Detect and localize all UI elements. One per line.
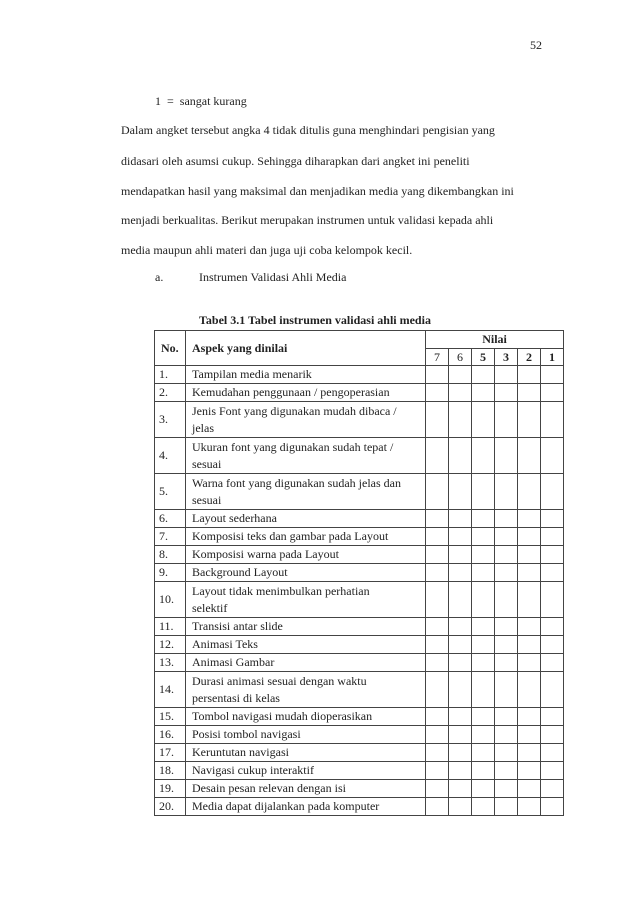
aspect-cell <box>186 636 426 654</box>
score-cell[interactable] <box>472 366 495 384</box>
score-cell[interactable] <box>472 708 495 726</box>
row-number: 10. <box>155 582 186 618</box>
score-cell[interactable] <box>472 726 495 744</box>
aspect-text: Animasi Gambar <box>192 655 275 669</box>
score-cell[interactable] <box>426 798 449 816</box>
paragraph-line: Dalam angket tersebut angka 4 tidak ditulis guna menghindari pengisian yang <box>121 123 495 137</box>
score-cell[interactable] <box>541 384 564 402</box>
aspect-cell <box>186 510 426 528</box>
score-cell[interactable] <box>495 726 518 744</box>
table-row <box>155 780 564 798</box>
aspect-cell <box>186 744 426 762</box>
aspect-cell <box>186 546 426 564</box>
score-cell[interactable] <box>495 744 518 762</box>
aspect-text: Media dapat dijalankan pada komputer <box>192 799 380 813</box>
score-cell[interactable] <box>449 618 472 636</box>
score-cell[interactable] <box>449 402 472 438</box>
score-cell[interactable] <box>518 744 541 762</box>
score-cell[interactable] <box>495 402 518 438</box>
score-cell[interactable] <box>472 672 495 708</box>
row-number: 7. <box>155 528 186 546</box>
score-cell[interactable] <box>518 780 541 798</box>
aspect-text: sesuai <box>192 456 222 471</box>
aspect-text: Posisi tombol navigasi <box>192 727 301 741</box>
score-cell[interactable] <box>518 546 541 564</box>
score-cell[interactable] <box>472 564 495 582</box>
score-header: 7 <box>426 349 449 366</box>
score-cell[interactable] <box>541 474 564 510</box>
score-cell[interactable] <box>518 762 541 780</box>
score-cell[interactable] <box>541 654 564 672</box>
table-body <box>155 366 564 816</box>
aspect-text: Komposisi teks dan gambar pada Layout <box>192 529 389 543</box>
score-cell[interactable] <box>518 672 541 708</box>
score-cell[interactable] <box>495 546 518 564</box>
row-number: 17. <box>155 744 186 762</box>
score-cell[interactable] <box>541 528 564 546</box>
score-cell[interactable] <box>472 636 495 654</box>
score-header: 2 <box>518 349 541 366</box>
score-cell[interactable] <box>426 384 449 402</box>
score-cell[interactable] <box>495 654 518 672</box>
score-header: 5 <box>472 349 495 366</box>
score-cell[interactable] <box>472 744 495 762</box>
score-cell[interactable] <box>495 582 518 618</box>
score-header: 3 <box>495 349 518 366</box>
score-cell[interactable] <box>541 798 564 816</box>
score-cell[interactable] <box>426 672 449 708</box>
score-cell[interactable] <box>472 438 495 474</box>
table-row <box>155 366 564 384</box>
aspect-text: Background Layout <box>192 565 288 579</box>
row-number: 9. <box>155 564 186 582</box>
aspect-text: Navigasi cukup interaktif <box>192 763 314 777</box>
score-cell[interactable] <box>449 654 472 672</box>
score-cell[interactable] <box>426 654 449 672</box>
scale-legend-line: 1 = sangat kurang <box>155 94 247 108</box>
score-cell[interactable] <box>472 582 495 618</box>
aspect-cell <box>186 402 426 438</box>
score-cell[interactable] <box>426 744 449 762</box>
score-cell[interactable] <box>426 636 449 654</box>
aspect-cell <box>186 672 426 708</box>
score-cell[interactable] <box>518 438 541 474</box>
aspect-text: Desain pesan relevan dengan isi <box>192 781 346 795</box>
score-cell[interactable] <box>426 366 449 384</box>
score-cell[interactable] <box>449 546 472 564</box>
score-cell[interactable] <box>449 528 472 546</box>
row-number: 19. <box>155 780 186 798</box>
row-number: 6. <box>155 510 186 528</box>
table-row <box>155 438 564 474</box>
score-cell[interactable] <box>426 474 449 510</box>
score-cell[interactable] <box>449 474 472 510</box>
table-row <box>155 708 564 726</box>
row-number: 16. <box>155 726 186 744</box>
subheading <box>155 270 347 285</box>
aspect-text: Jenis Font yang digunakan mudah dibaca / <box>192 403 397 418</box>
aspect-text: sesuai <box>192 492 222 507</box>
row-number: 11. <box>155 618 186 636</box>
score-cell[interactable] <box>541 744 564 762</box>
score-cell[interactable] <box>518 708 541 726</box>
row-number: 12. <box>155 636 186 654</box>
table-row <box>155 798 564 816</box>
table-row <box>155 510 564 528</box>
table-row <box>155 528 564 546</box>
score-cell[interactable] <box>426 582 449 618</box>
header-no: No. <box>155 331 186 366</box>
aspect-cell <box>186 528 426 546</box>
row-number: 14. <box>155 672 186 708</box>
aspect-cell <box>186 438 426 474</box>
aspect-cell <box>186 708 426 726</box>
score-cell[interactable] <box>426 528 449 546</box>
score-cell[interactable] <box>426 402 449 438</box>
page-number: 52 <box>530 38 542 52</box>
score-cell[interactable] <box>541 762 564 780</box>
score-cell[interactable] <box>426 708 449 726</box>
table-caption: Tabel 3.1 Tabel instrumen validasi ahli media <box>199 313 431 327</box>
score-cell[interactable] <box>472 384 495 402</box>
score-cell[interactable] <box>518 474 541 510</box>
aspect-cell <box>186 654 426 672</box>
table-row <box>155 402 564 438</box>
score-cell[interactable] <box>449 726 472 744</box>
score-cell[interactable] <box>472 762 495 780</box>
score-cell[interactable] <box>472 528 495 546</box>
table-row <box>155 564 564 582</box>
aspect-text: Ukuran font yang digunakan sudah tepat / <box>192 439 394 454</box>
score-cell[interactable] <box>472 654 495 672</box>
score-cell[interactable] <box>426 510 449 528</box>
score-header: 1 <box>541 349 564 366</box>
score-cell[interactable] <box>426 726 449 744</box>
score-cell[interactable] <box>472 618 495 636</box>
row-number: 20. <box>155 798 186 816</box>
score-cell[interactable] <box>449 564 472 582</box>
aspect-text: Transisi antar slide <box>192 619 283 633</box>
aspect-cell <box>186 798 426 816</box>
validation-table <box>154 330 564 816</box>
score-cell[interactable] <box>449 582 472 618</box>
score-cell[interactable] <box>449 672 472 708</box>
score-cell[interactable] <box>541 366 564 384</box>
score-cell[interactable] <box>541 402 564 438</box>
row-number: 5. <box>155 474 186 510</box>
score-cell[interactable] <box>541 780 564 798</box>
table-row <box>155 672 564 708</box>
table-row <box>155 474 564 510</box>
aspect-text: Layout tidak menimbulkan perhatian <box>192 583 370 598</box>
subheading-text: Instrumen Validasi Ahli Media <box>199 270 347 284</box>
score-cell[interactable] <box>518 798 541 816</box>
score-cell[interactable] <box>449 762 472 780</box>
aspect-text: Komposisi warna pada Layout <box>192 547 339 561</box>
aspect-cell <box>186 564 426 582</box>
score-cell[interactable] <box>495 762 518 780</box>
row-number: 15. <box>155 708 186 726</box>
header-aspect: Aspek yang dinilai <box>186 331 426 366</box>
score-cell[interactable] <box>426 618 449 636</box>
aspect-text: selektif <box>192 600 228 615</box>
row-number: 18. <box>155 762 186 780</box>
aspect-text: Tampilan media menarik <box>192 367 312 381</box>
table-row <box>155 636 564 654</box>
score-cell[interactable] <box>518 636 541 654</box>
score-cell[interactable] <box>518 366 541 384</box>
paragraph-line: didasari oleh asumsi cukup. Sehingga diharapkan dari angket ini peneliti <box>121 154 470 168</box>
aspect-cell <box>186 762 426 780</box>
row-number: 3. <box>155 402 186 438</box>
score-cell[interactable] <box>541 618 564 636</box>
score-cell[interactable] <box>495 438 518 474</box>
score-cell[interactable] <box>518 618 541 636</box>
score-cell[interactable] <box>495 618 518 636</box>
score-cell[interactable] <box>518 528 541 546</box>
score-cell[interactable] <box>518 726 541 744</box>
aspect-text: Durasi animasi sesuai dengan waktu <box>192 673 367 688</box>
score-cell[interactable] <box>518 384 541 402</box>
paragraph-line: media maupun ahli materi dan juga uji coba kelompok kecil. <box>121 243 413 257</box>
score-cell[interactable] <box>518 510 541 528</box>
score-cell[interactable] <box>495 510 518 528</box>
score-cell[interactable] <box>449 708 472 726</box>
aspect-text: Warna font yang digunakan sudah jelas dan <box>192 475 401 490</box>
aspect-cell <box>186 366 426 384</box>
aspect-text: Animasi Teks <box>192 637 258 651</box>
score-cell[interactable] <box>495 528 518 546</box>
aspect-cell <box>186 726 426 744</box>
score-cell[interactable] <box>495 564 518 582</box>
score-cell[interactable] <box>426 438 449 474</box>
score-cell[interactable] <box>449 510 472 528</box>
score-cell[interactable] <box>449 438 472 474</box>
table-row <box>155 582 564 618</box>
score-cell[interactable] <box>449 780 472 798</box>
score-cell[interactable] <box>541 726 564 744</box>
score-cell[interactable] <box>495 474 518 510</box>
aspect-text: jelas <box>192 420 214 435</box>
subheading-marker: a. <box>155 270 164 284</box>
score-header: 6 <box>449 349 472 366</box>
table-row <box>155 546 564 564</box>
score-cell[interactable] <box>426 780 449 798</box>
score-cell[interactable] <box>518 654 541 672</box>
aspect-text: Keruntutan navigasi <box>192 745 289 759</box>
table-row <box>155 726 564 744</box>
score-cell[interactable] <box>426 546 449 564</box>
score-cell[interactable] <box>472 510 495 528</box>
score-cell[interactable] <box>518 582 541 618</box>
row-number: 8. <box>155 546 186 564</box>
score-cell[interactable] <box>472 780 495 798</box>
paragraph-line: menjadi berkualitas. Berikut merupakan instrumen untuk validasi kepada ahli <box>121 213 494 227</box>
aspect-text: Kemudahan penggunaan / pengoperasian <box>192 385 390 399</box>
score-cell[interactable] <box>495 798 518 816</box>
score-cell[interactable] <box>495 384 518 402</box>
table-row <box>155 744 564 762</box>
score-cell[interactable] <box>541 708 564 726</box>
row-number: 4. <box>155 438 186 474</box>
aspect-cell <box>186 384 426 402</box>
score-cell[interactable] <box>449 636 472 654</box>
score-cell[interactable] <box>472 798 495 816</box>
score-cell[interactable] <box>541 510 564 528</box>
score-cell[interactable] <box>518 402 541 438</box>
score-cell[interactable] <box>541 564 564 582</box>
aspect-text: persentasi di kelas <box>192 690 280 705</box>
aspect-text: Layout sederhana <box>192 511 277 525</box>
score-cell[interactable] <box>449 366 472 384</box>
aspect-cell <box>186 582 426 618</box>
score-cell[interactable] <box>472 546 495 564</box>
score-cell[interactable] <box>495 636 518 654</box>
aspect-text: Tombol navigasi mudah dioperasikan <box>192 709 373 723</box>
score-cell[interactable] <box>541 438 564 474</box>
score-cell[interactable] <box>518 564 541 582</box>
score-cell[interactable] <box>495 366 518 384</box>
score-cell[interactable] <box>541 636 564 654</box>
table-row <box>155 654 564 672</box>
aspect-cell <box>186 474 426 510</box>
score-cell[interactable] <box>426 762 449 780</box>
score-cell[interactable] <box>495 672 518 708</box>
score-cell[interactable] <box>495 780 518 798</box>
score-cell[interactable] <box>541 546 564 564</box>
row-number: 2. <box>155 384 186 402</box>
table-row <box>155 384 564 402</box>
row-number: 13. <box>155 654 186 672</box>
paragraph-line: mendapatkan hasil yang maksimal dan menjadikan media yang dikembangkan ini <box>121 184 514 198</box>
table-row <box>155 618 564 636</box>
aspect-cell <box>186 618 426 636</box>
aspect-cell <box>186 780 426 798</box>
score-cell[interactable] <box>541 582 564 618</box>
score-cell[interactable] <box>449 384 472 402</box>
header-nilai: Nilai <box>426 331 564 349</box>
row-number: 1. <box>155 366 186 384</box>
score-cell[interactable] <box>449 798 472 816</box>
score-cell[interactable] <box>472 474 495 510</box>
score-cell[interactable] <box>541 672 564 708</box>
score-cell[interactable] <box>495 708 518 726</box>
score-cell[interactable] <box>426 564 449 582</box>
score-cell[interactable] <box>449 744 472 762</box>
table-row <box>155 762 564 780</box>
score-cell[interactable] <box>472 402 495 438</box>
